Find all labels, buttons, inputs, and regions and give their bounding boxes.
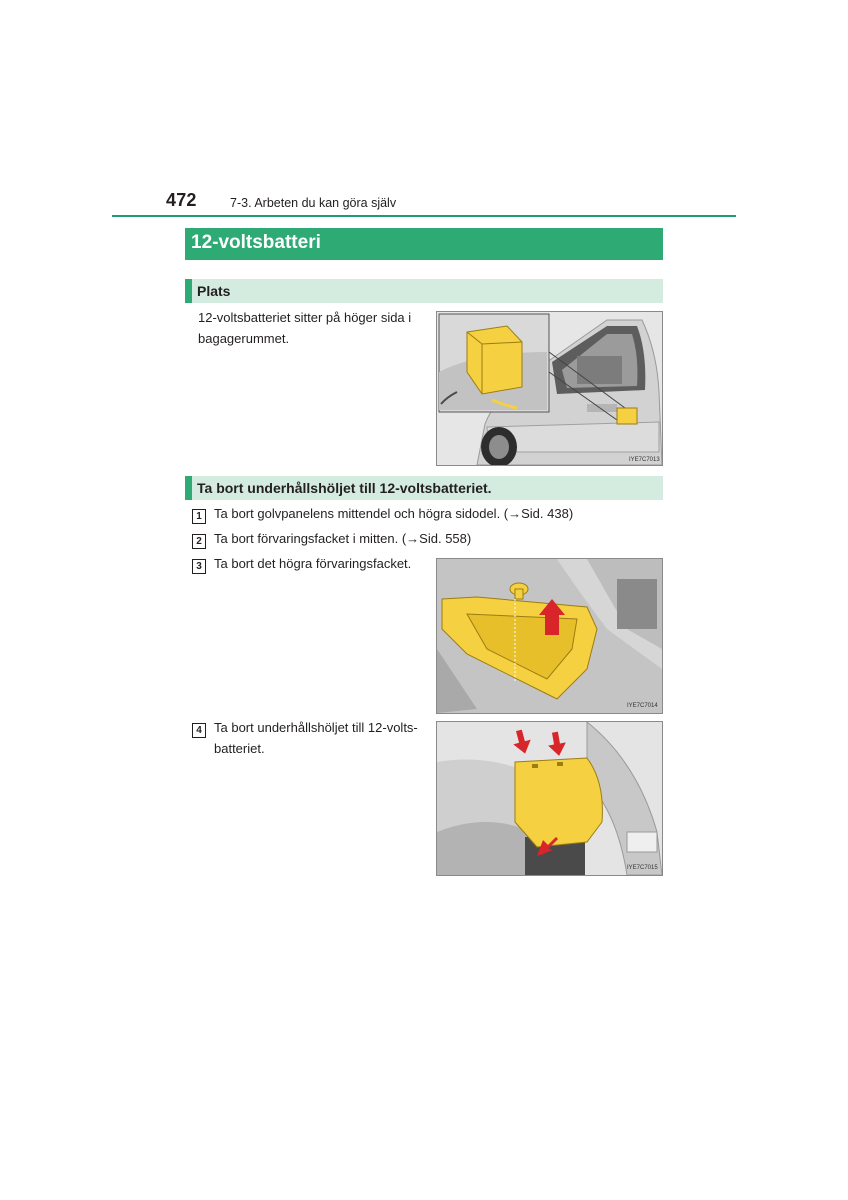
removal-section-header: [185, 476, 663, 500]
battery-location-figure: [436, 311, 663, 466]
step-number-4: 4: [192, 723, 206, 738]
location-text: [198, 307, 426, 349]
section-accent: [185, 476, 192, 500]
step-text-2: Ta bort förvaringsfacket i mitten. (→Sid. 558): [214, 531, 472, 546]
page-number: 472: [166, 190, 197, 210]
header-rule: [112, 215, 736, 217]
step-number-1: 1: [192, 509, 206, 524]
step-number-2: 2: [192, 534, 206, 549]
figure-code-2: IYE7C7014: [627, 703, 658, 709]
page-title: 12-voltsbatteri: [191, 232, 321, 253]
figure-code-1: IYE7C7013: [629, 457, 660, 463]
removal-heading: Ta bort underhållshöljet till 12-voltsbatteriet.: [197, 480, 492, 496]
location-text-line2: bagagerummet.: [198, 331, 290, 346]
chapter-label: 7-3. Arbeten du kan göra själv: [230, 196, 397, 210]
storage-tray-illustration: [437, 559, 662, 713]
figure-code-3: IYE7C7015: [627, 865, 658, 871]
battery-cover-illustration: [437, 722, 662, 875]
storage-tray-figure: [436, 558, 663, 714]
step-text-4-line2: batteriet.: [214, 741, 265, 756]
step-text-3: Ta bort det högra förvaringsfacket.: [214, 556, 412, 571]
step-text-1: Ta bort golvpanelens mittendel och högra sidodel. (→Sid. 438): [214, 506, 574, 521]
step-text-4-line1: Ta bort underhållshöljet till 12-volts-: [214, 720, 418, 735]
location-heading: Plats: [197, 283, 231, 299]
step-4: [192, 720, 427, 756]
location-text-line1: 12-voltsbatteriet sitter på höger sida i: [198, 310, 412, 325]
battery-location-illustration: [437, 312, 662, 465]
step-2: [192, 531, 662, 549]
page-title-bar: [185, 228, 663, 260]
step-number-3: 3: [192, 559, 206, 574]
section-accent: [185, 279, 192, 303]
step-3: [192, 556, 427, 574]
step-1: [192, 506, 662, 524]
battery-cover-figure: [436, 721, 663, 876]
location-section-header: [185, 279, 663, 303]
